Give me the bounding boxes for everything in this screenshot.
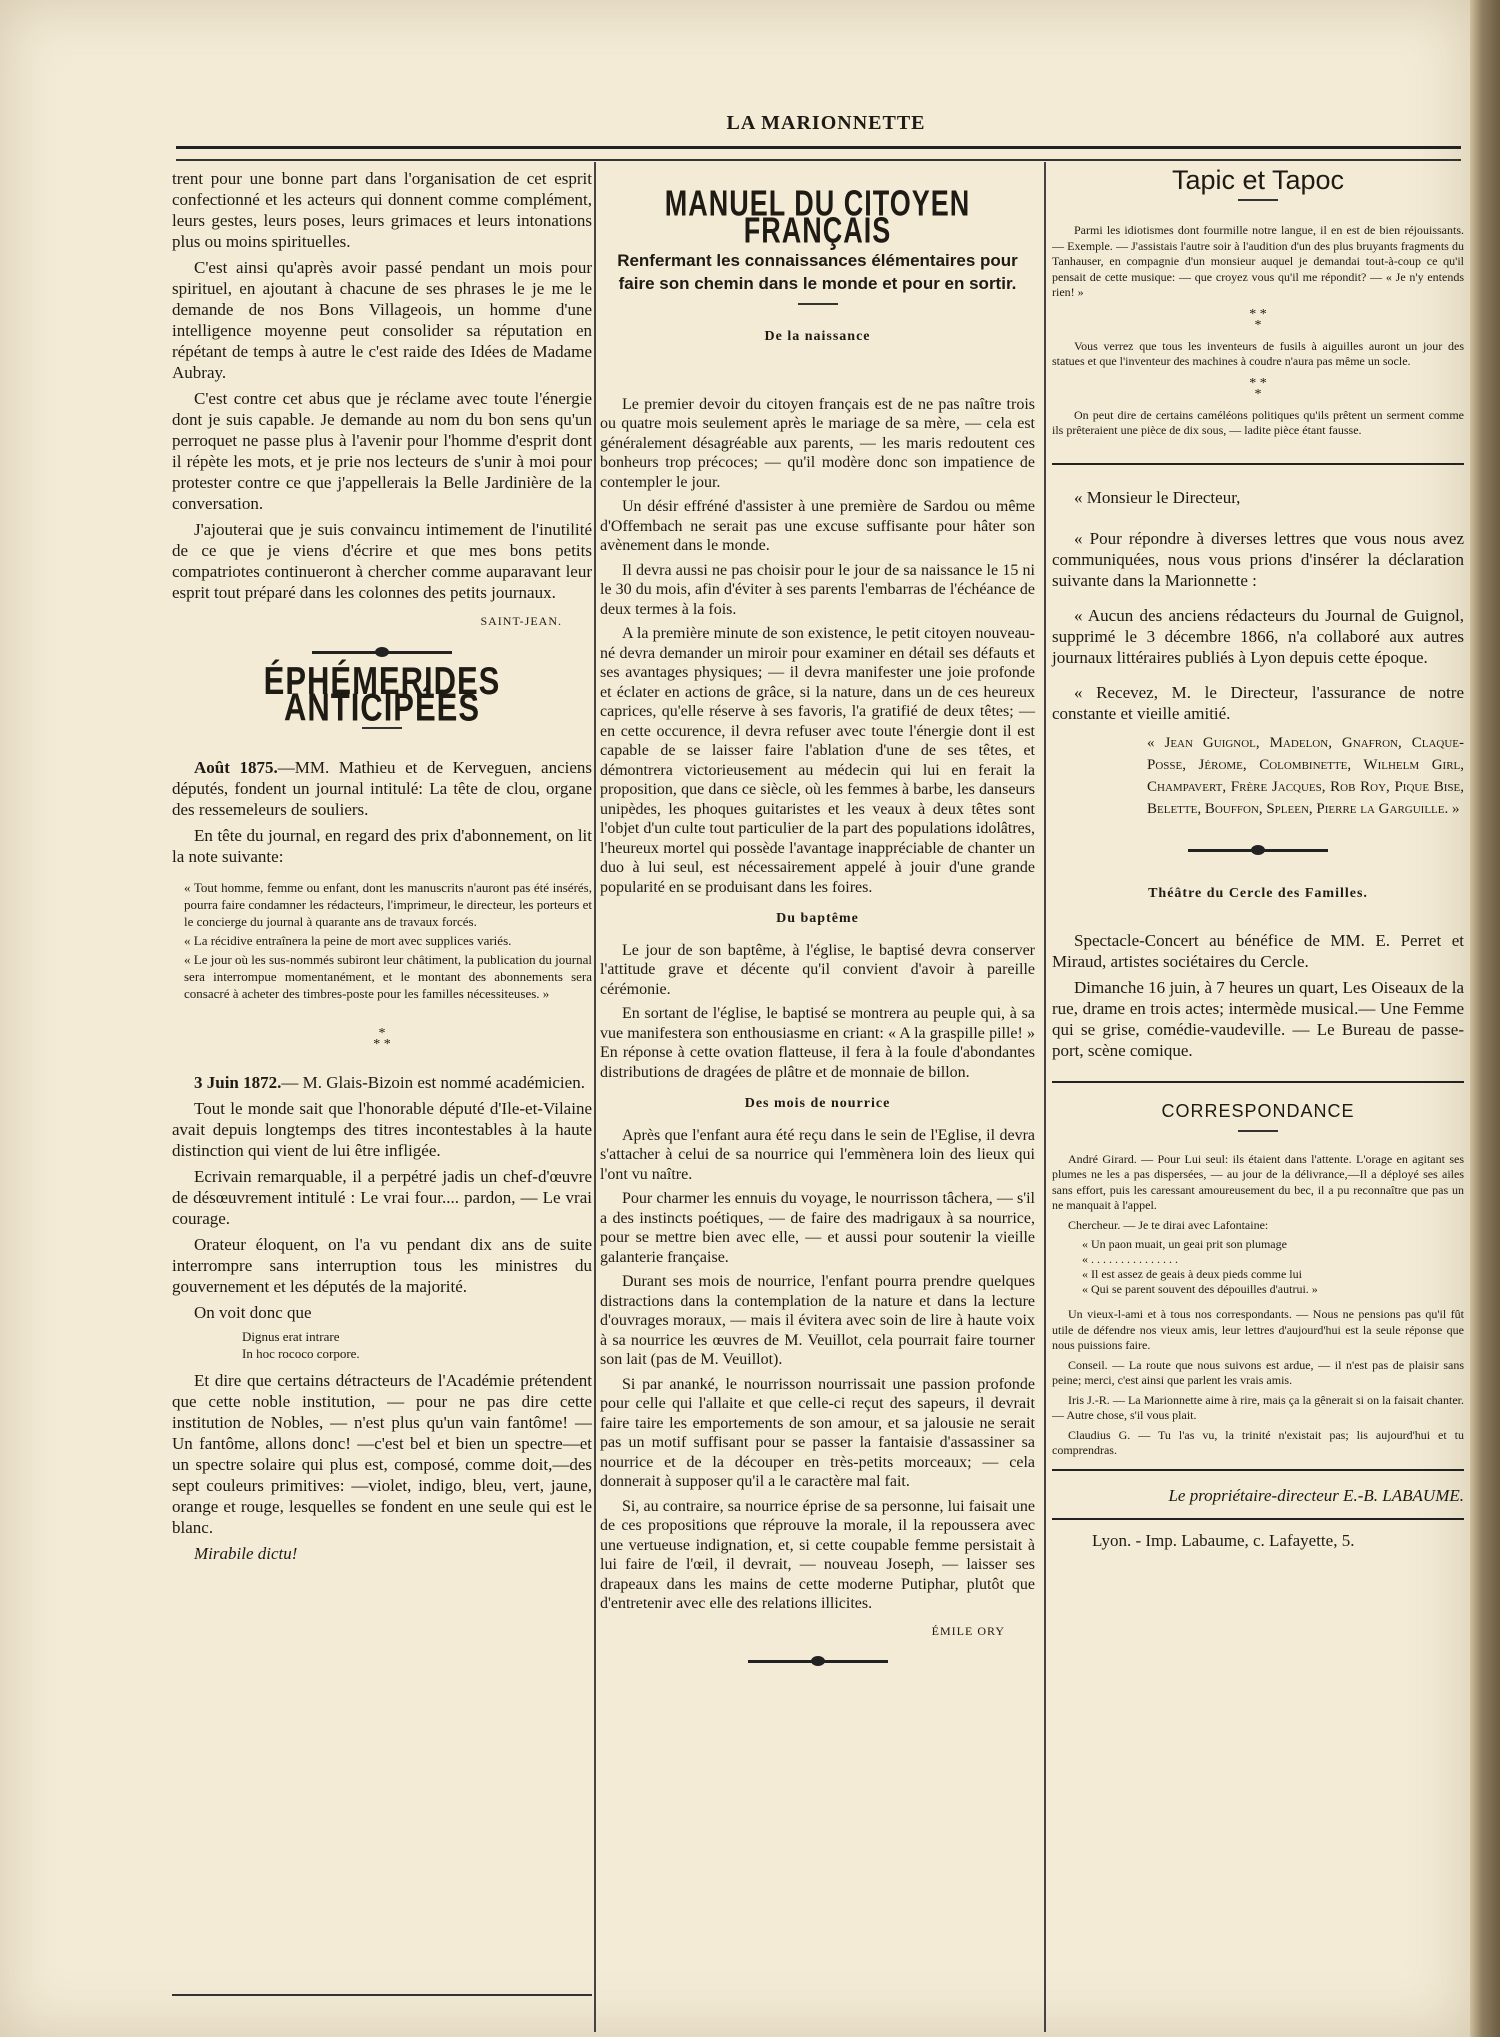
asterism: * * * — [1249, 306, 1267, 333]
mirabile: Mirabile dictu! — [194, 1544, 298, 1563]
paragraph: Durant ses mois de nourrice, l'enfant pourra prendre quelques distractions dans la contemplation de la nature et dans la lecture d'ouvrages moraux, — mais il évitera avec soin de lire à haute voix à sa nourrice les œuvres de M. Veuillot, cela pourrait faire tourner son lait (pas de M. Veuillot). — [600, 1273, 1035, 1368]
ornament-divider — [1188, 846, 1328, 855]
date-juin: 3 Juin 1872. — [194, 1073, 282, 1092]
signatories: « Jean Guignol, Madelon, Gnafron, Claque-Posse, Jérome, Colombinette, Wilhelm Girl, Champavert, Frère Jacques, Rob Roy, Pique Bise, Belette, Bouffon, Spleen, Pierre la Garguille. » — [1147, 734, 1464, 817]
correspondence-item: Iris J.-R. — La Marionnette aime à rire, mais ça la gênerait si on la faisait chanter. — Autre chose, s'il vous plait. — [1052, 1392, 1464, 1422]
correspondence-item: Claudius G. — Tu l'as vu, la trinité n'existait pas; lis aujourd'hui et tu comprendras. — [1052, 1427, 1464, 1457]
verse-line: « Il est assez de geais à deux pieds comme lui — [1082, 1267, 1302, 1281]
verse-line: « Un paon muait, un geai prit son plumage — [1082, 1237, 1287, 1251]
manuel-title: MANUEL DU CITOYEN FRANÇAIS — [664, 183, 971, 250]
theatre-title: Théâtre du Cercle des Familles. — [1148, 885, 1368, 901]
paragraph: Pour charmer les ennuis du voyage, le nourrisson tâchera, — s'il a des instincts poétiques, — de faire des madrigaux à sa nourrice, pour se mettre bien avec elle, — et aussi pour soutenir la vieille galanterie française. — [600, 1190, 1035, 1266]
paragraph: Il devra aussi ne pas choisir pour le jour de sa naissance le 15 ni le 30 du mois, afin d'éviter à ses parents l'embarras de l'échéance de deux termes à la fois. — [600, 561, 1035, 618]
correspondence-item: André Girard. — Pour Lui seul: ils étaient dans l'attente. L'orage en agitant ses plumes ne les a pas dispersées, — au jour de la délivrance,—Il a déployé ses ailes sans effort, puis les caressant amoureusement du bec, il a pu reconnaître que pas un ne manquait à l'appel. — [1052, 1151, 1464, 1212]
note-line: « Le jour où les sus-nommés subiront leur châtiment, la publication du journal sera interrompue momentanément, et le montant des abonnements sera consacré à acheter des timbres-poste pour les familles nécessiteuses. » — [184, 952, 592, 1001]
paragraph: Si, au contraire, sa nourrice éprise de sa personne, lui faisait une de ces propositions que réprouve la morale, il la repoussera avec une vertueuse indignation, et, si cette coupable femme persistait à lui faire de l'œil, il devrait, — nouveau Joseph, — laisser ses drapeaux dans les mains de cette moderne Putiphar, plutôt que d'entretenir avec elle des relations illicites. — [600, 1497, 1035, 1612]
section-nourrice: Des mois de nourrice — [744, 1096, 891, 1111]
juin-text: — M. Glais-Bizoin est nommé académicien. — [281, 1073, 585, 1092]
section-rule — [1052, 1469, 1464, 1471]
paragraph: Le premier devoir du citoyen français est de ne pas naître trois ou quatre mois seulement après le mariage de sa mère, — cela est généralement désagréable aux parents, — les maris redoutent ces bonheurs trop précoces; — qu'il modère donc son impatience de contempler le jour. — [600, 395, 1035, 491]
verse-line: « Qui se parent souvent des dépouilles d'autrui. » — [1082, 1282, 1318, 1296]
asterism: * * * — [1249, 375, 1267, 402]
paragraph: A la première minute de son existence, le petit citoyen nouveau-né devra demander un miroir pour examiner en détail ses défauts et ses avantages physiques; — il devra manifester une joie profonde et éclater en actions de grâce, si la nature, dans un de ces heureux caprices, qu'elle réserve à ses favoris, l'a gratifié de deux têtes; — en cette occurence, il devra refuser avec toute l'énergie dont il est capable de se laisser faire l'ablation d'une de ses têtes, et démontrera victorieusement au médecin qui lui en ferait la proposition, que dans ce siècle, où les femmes à barbe, les danseurs unipèdes, les phoques guitaristes et les veaux à deux têtes sont l'objet d'un culte tout particulier de la part des populations idolâtres, l'heureux mortel qui possède l'avantage inappréciable de chanter un duo à lui seul, est nécessairement appelé à jouir d'une grande popularité en se produisant dans les foires. — [600, 625, 1035, 896]
signature-saint-jean: SAINT-JEAN. — [480, 614, 562, 628]
subscription-note — [172, 879, 592, 1002]
anecdote: Vous verrez que tous les inventeurs de fusils à aiguilles auront un jour des statues et que l'inventeur des machines à coudre n'aura pas même un socle. — [1052, 338, 1464, 368]
column-divider-2 — [1044, 162, 1046, 2032]
paragraph: Et dire que certains détracteurs de l'Académie prétendent que cette noble institution, — pour ne pas dire cette institution de Nobles, — n'est plus qu'un vain fantôme! — Un fantôme, allons donc! —c'est bel et bien un spectre—et un spectre solaire qui plus est, composé, comme doit,—des sept couleurs primitives: —violet, indigo, bleu, vert, jaune, orange et rouge, lesquelles se fondent en une seule qui est le blanc. — [172, 1371, 592, 1537]
asterism: * * * — [373, 1026, 391, 1052]
paragraph: C'est contre cet abus que je réclame avec toute l'énergie dont je suis capable. Je demande au nom du bon sens qu'un perroquet ne passe plus à l'avenir pour l'homme d'esprit dont il répète les mots, et je prie nos lecteurs de s'unir à moi pour protester contre ce que j'appellerais la Belle Jardinière de la conversation. — [172, 389, 592, 513]
verse-line: « . . . . . . . . . . . . . . . — [1082, 1252, 1178, 1266]
owner-line: Le propriétaire-directeur E.-B. LABAUME. — [1168, 1485, 1464, 1505]
ornament-divider — [748, 1657, 888, 1666]
letter-line: « Pour répondre à diverses lettres que vous nous avez communiquées, nous vous prions d'insérer la déclaration suivante dans la Marionnette : — [1052, 528, 1464, 590]
letter-line: « Aucun des anciens rédacteurs du Journal de Guignol, supprimé le 3 décembre 1866, n'a collaboré aux autres journaux littéraires publiés à Lyon depuis cette époque. — [1052, 605, 1464, 667]
paragraph: Après que l'enfant aura été reçu dans le sein de l'Eglise, il devra s'attacher à celui de sa nourrice qui l'emmènera loin des lieux qui l'ont vu naître. — [600, 1126, 1035, 1183]
latin-line: Dignus erat intrare — [242, 1329, 340, 1344]
paragraph: Orateur éloquent, on l'a vu pendant dix ans de suite interrompre sans interruption tous les ministres du gouvernement et les députés de la majorité. — [172, 1235, 592, 1296]
signature-emile-ory: ÉMILE ORY — [931, 1623, 1005, 1638]
anecdote: Parmi les idiotismes dont fourmille notre langue, il en est de bien réjouissants. — Exemple. — J'assistais l'autre soir à l'audition d'un des plus bruyants fragments du Tanhauser, en compagnie d'un monsieur auquel je demandai tout-à-coup ce qu'il pensait de cette musique: — que croyez vous qu'il me répondit? — « Je n'y entends rien! » — [1052, 223, 1464, 299]
section-rule — [1052, 1518, 1464, 1520]
section-rule — [1052, 1081, 1464, 1083]
letter-line: « Monsieur le Directeur, — [1074, 487, 1241, 507]
column-1-end-rule — [172, 1994, 592, 1996]
manuel-subtitle: Renfermant les connaissances élémentaires pour faire son chemin dans le monde et pour en sortir. — [617, 251, 1018, 293]
column-1 — [172, 168, 592, 1569]
column-3 — [1052, 165, 1464, 1556]
note-line: « La récidive entraînera la peine de mort avec supplices variés. — [184, 933, 512, 948]
paragraph: On voit donc que — [194, 1303, 312, 1322]
ornament-divider — [312, 648, 452, 657]
date-aout: Août 1875. — [194, 758, 278, 777]
column-divider-1 — [594, 162, 596, 2032]
paragraph: J'ajouterai que je suis convaincu intimement de l'inutilité de ce que je viens d'écrire et que mes bons petits compatriotes continueront à chercher comme auparavant leur esprit tout préparé dans les colonnes des petits journaux. — [172, 520, 592, 602]
printer-line: Lyon. - Imp. Labaume, c. Lafayette, 5. — [1092, 1530, 1355, 1550]
paragraph: En sortant de l'église, le baptisé se montrera au peuple qui, à sa vue manifestera son enthousiasme en criant: « A la graspille pille! » En réponse à cette ovation flatteuse, il fera à la foule d'abondantes distributions de dragées de plâtre et de monnaie de billon. — [600, 1005, 1035, 1081]
paragraph: Un désir effréné d'assister à une première de Sardou ou même d'Offembach ne serait pas une excuse suffisante pour hâter son avènement dans le monde. — [600, 498, 1035, 554]
section-bapteme: Du baptême — [776, 911, 859, 926]
paragraph: Si par ananké, le nourrisson nourrissait une passion profonde pour celle qui l'allaite et que celle-ci reçut des sapeurs, il devrait faire taire les emportements de son amour, et sa jalousie ne serait pas un motif suffisant pour se passer la fantaisie d'assassiner sa nourrice et de la découper en très-petits morceaux; — cela donnerait à supposer qu'il a le caractère mal fait. — [600, 1375, 1035, 1490]
section-naissance: De la naissance — [764, 329, 871, 344]
letter-line: « Recevez, M. le Directeur, l'assurance de notre constante et vieille amitié. — [1052, 682, 1464, 723]
page-edge — [1470, 0, 1500, 2037]
correspondence-item: Conseil. — La route que nous suivons est ardue, — il n'est pas de plaisir sans peine; merci, c'est ainsi que parlent les vrais amis. — [1052, 1357, 1464, 1387]
paragraph: Le jour de son baptême, à l'église, le baptisé devra conserver l'attitude grave et décente qu'il convient d'avoir à pareille cérémonie. — [600, 941, 1035, 998]
latin-line: In hoc rococo corpore. — [242, 1346, 360, 1361]
correspondance-title: CORRESPONDANCE — [1161, 1100, 1355, 1121]
aout-text: —MM. Mathieu et de Kerveguen, anciens députés, fondent un journal intitulé: La tête de clou, organe des ressemeleurs de souliers. — [172, 758, 592, 819]
tapic-title: Tapic et Tapoc — [1171, 165, 1345, 195]
paragraph: Ecrivain remarquable, il a perpétré jadis un chef-d'œuvre de désœuvrement intitulé : Le vrai four.... pardon, — Le vrai courage. — [172, 1167, 592, 1228]
dash-divider — [798, 303, 838, 305]
paragraph: Dimanche 16 juin, à 7 heures un quart, Les Oiseaux de la rue, drame en trois actes; intermède musical.— Une Femme qui se grise, comédie-vaudeville. — Le Bureau de passe-port, scène comique. — [1052, 977, 1464, 1060]
paragraph: trent pour une bonne part dans l'organisation de cet esprit confectionné et les acteurs qui donnent comme complément, leurs gestes, leurs poses, leurs grimaces et leurs intonations plus ou moins spirituelles. — [172, 169, 592, 251]
paragraph: En tête du journal, en regard des prix d'abonnement, on lit la note suivante: — [172, 826, 592, 866]
correspondence-item: Un vieux-l-ami et à tous nos correspondants. — Nous ne pensions pas qu'il fût utile de défendre nos vieux amis, leur lettres d'aujourd'hui est la seule réponse que nous puissions faire. — [1052, 1307, 1464, 1352]
column-2 — [600, 168, 1035, 1682]
note-line: « Tout homme, femme ou enfant, dont les manuscrits n'auront pas été insérés, pourra faire condamner les rédacteurs, l'imprimeur, le directeur, les porteurs et le concierge du journal à quarante ans de travaux forcés. — [184, 880, 592, 929]
dash-divider — [1238, 199, 1278, 201]
section-rule — [1052, 463, 1464, 465]
ephemerides-title: ÉPHÉMERIDES ANTICIPÉES — [263, 659, 501, 729]
paragraph: Spectacle-Concert au bénéfice de MM. E. Perret et Miraud, artistes sociétaires du Cercle. — [1052, 930, 1464, 971]
header-rule — [176, 146, 1461, 161]
correspondence-item: Chercheur. — Je te dirai avec Lafontaine: — [1068, 1217, 1269, 1232]
paragraph: Tout le monde sait que l'honorable député d'Ile-et-Vilaine avait depuis longtemps des titres incontestables à la haute distinction qui vient de lui être infligée. — [172, 1099, 592, 1160]
running-header: LA MARIONNETTE — [726, 112, 926, 134]
paragraph: C'est ainsi qu'après avoir passé pendant un mois pour spirituel, en ajoutant à chacune de ses phrases le je me le demande de nos Bons Villageois, un homme d'une intelligence moyenne peut consolider sa réputation en répétant de temps à autre le c'est raide des Idées de Madame Aubray. — [172, 258, 592, 382]
anecdote: On peut dire de certains caméléons politiques qu'ils prêtent un serment comme ils prêteraient une pièce de dix sous, — ladite pièce étant fausse. — [1052, 407, 1464, 437]
dash-divider — [1238, 1130, 1278, 1132]
